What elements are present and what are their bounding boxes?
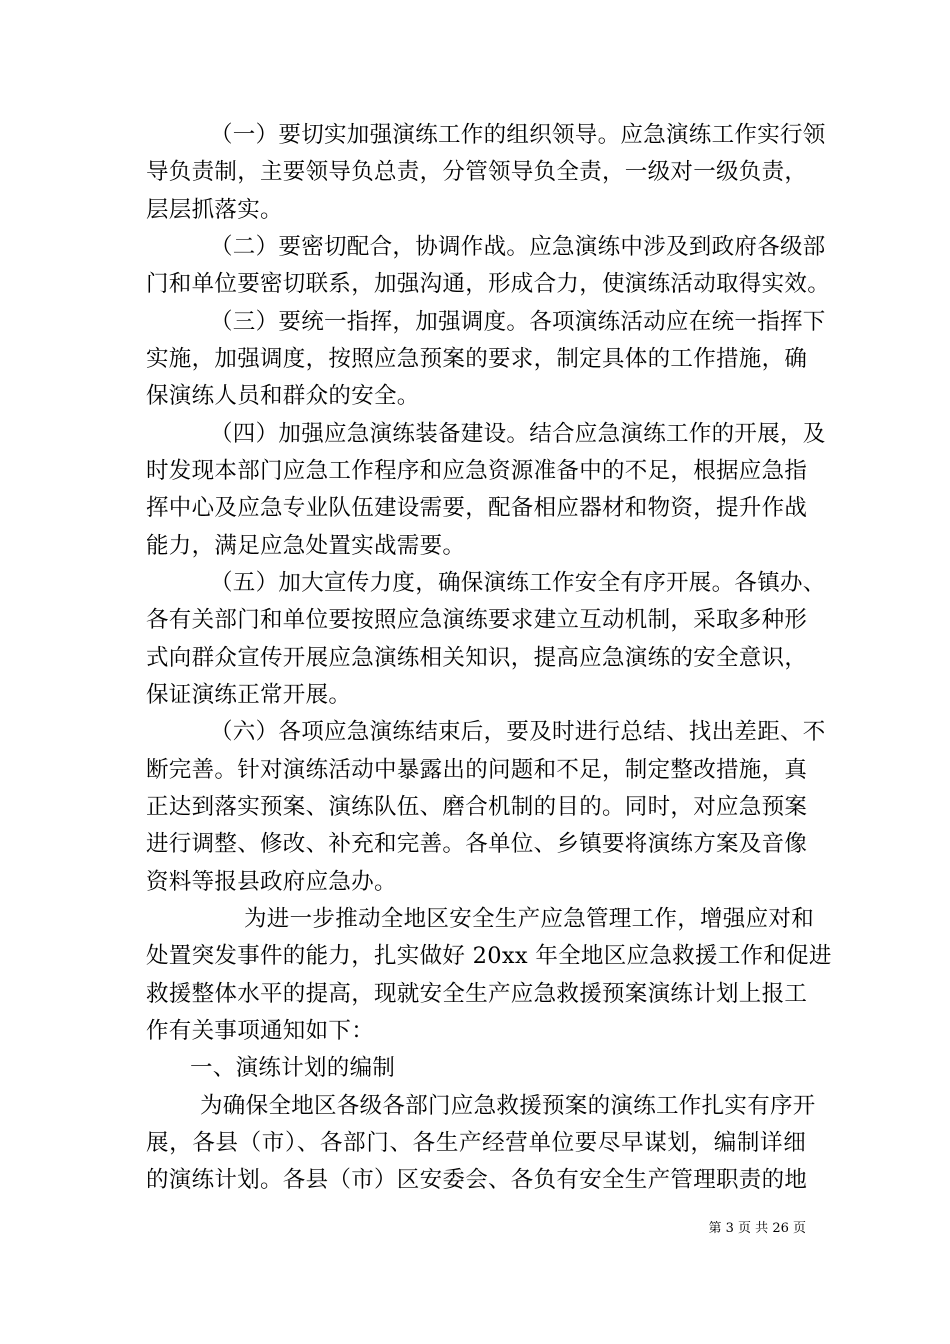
section-heading: 一、演练计划的编制 (190, 1055, 396, 1081)
text-line: 资料等报县政府应急办。 (146, 869, 397, 895)
text-line: 断完善。针对演练活动中暴露出的问题和不足，制定整改措施，真 (146, 757, 808, 783)
text-line: （五）加大宣传力度，确保演练工作安全有序开展。各镇办、 (210, 570, 826, 596)
text-line: 展，各县（市）、各部门、各生产经营单位要尽早谋划，编制详细 (146, 1130, 806, 1156)
text-line: 处置突发事件的能力，扎实做好 20xx 年全地区应急救援工作和促进 (146, 943, 832, 969)
text-line: 层层抓落实。 (146, 197, 283, 223)
text-line: （二）要密切配合，协调作战。应急演练中涉及到政府各级部 (210, 234, 826, 260)
text-line: 实施，加强调度，按照应急预案的要求，制定具体的工作措施，确 (146, 346, 808, 372)
text-line: 门和单位要密切联系，加强沟通，形成合力，使演练活动取得实效。 (146, 271, 831, 297)
text-line: 式向群众宣传开展应急演练相关知识，提高应急演练的安全意识， (146, 645, 808, 671)
text-line: 救援整体水平的提高，现就安全生产应急救援预案演练计划上报工 (146, 981, 808, 1007)
text-line: （四）加强应急演练装备建设。结合应急演练工作的开展，及 (210, 421, 826, 447)
page-number: 第 3 页 共 26 页 (708, 1221, 806, 1236)
text-line: 能力，满足应急处置实战需要。 (146, 533, 466, 559)
text-line: 为进一步推动全地区安全生产应急管理工作，增强应对和 (244, 906, 815, 932)
text-line: （一）要切实加强演练工作的组织领导。应急演练工作实行领 (210, 122, 826, 148)
text-line: 正达到落实预案、演练队伍、磨合机制的目的。同时，对应急预案 (146, 794, 808, 820)
text-line: 进行调整、修改、补充和完善。各单位、乡镇要将演练方案及音像 (146, 831, 808, 857)
text-line: 挥中心及应急专业队伍建设需要，配备相应器材和物资，提升作战 (146, 495, 808, 521)
text-line: 作有关事项通知如下： (146, 1018, 375, 1044)
text-line: 导负责制，主要领导负总责，分管领导负全责，一级对一级负责， (146, 159, 808, 185)
text-line: 的演练计划。各县（市）区安委会、各负有安全生产管理职责的地 (146, 1167, 808, 1193)
text-line: （六）各项应急演练结束后，要及时进行总结、找出差距、不 (210, 719, 826, 745)
text-line: 为确保全地区各级各部门应急救援预案的演练工作扎实有序开 (200, 1093, 816, 1119)
text-line: （三）要统一指挥，加强调度。各项演练活动应在统一指挥下 (210, 309, 826, 335)
text-line: 各有关部门和单位要按照应急演练要求建立互动机制，采取多种形 (146, 607, 808, 633)
text-line: 保证演练正常开展。 (146, 682, 352, 708)
text-line: 保演练人员和群众的安全。 (146, 383, 420, 409)
text-line: 时发现本部门应急工作程序和应急资源准备中的不足，根据应急指 (146, 458, 808, 484)
